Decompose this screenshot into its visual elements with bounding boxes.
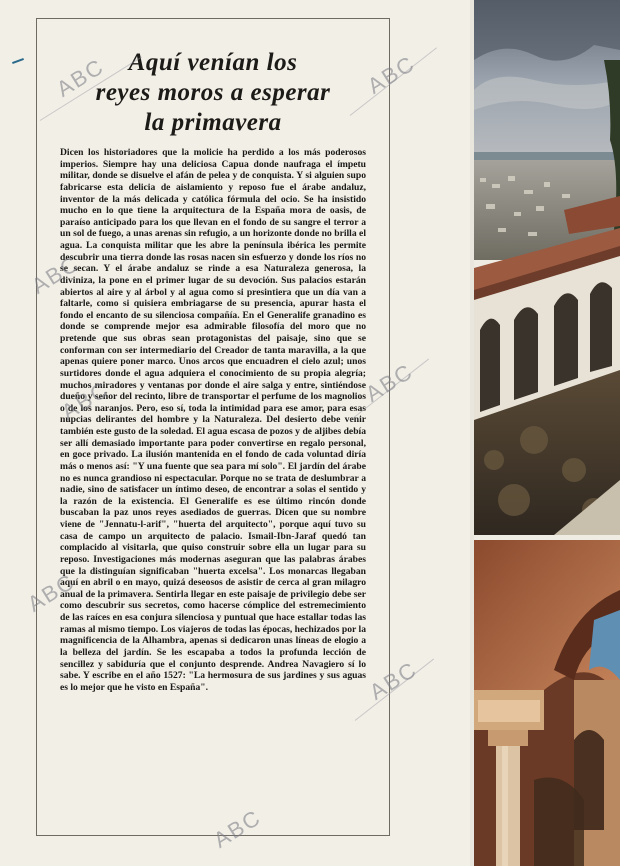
margin-mark	[12, 58, 24, 64]
title-line-3: la primavera	[144, 109, 282, 136]
watermark-text: ABC	[23, 568, 80, 617]
title-line-1: Aquí venían los	[128, 49, 298, 76]
arch-column-photo	[474, 540, 620, 866]
watermark-text: ABC	[361, 358, 418, 407]
generalife-view-photo	[474, 0, 620, 535]
article-body	[60, 147, 366, 829]
article-paragraph: Dicen los historiadores que la molicie ha perdido a los más poderosos imperios. Siempre hay una deliciosa Capua donde naufraga el ímpetu militar, donde se disuelve el afán de pelea y de conquista. Y si alguien supo fabricarse esta delicia de aislamiento y reposo fue el árabe andaluz, inventor de la más delicada y católica fórmula del ocio. Se ha insistido mucho en lo que tiene la arquitectura de la España mora de oasis, de paraíso anticipado para los que llevan en el fondo de su sangre el terror a un sol de fuego, a unas arenas sin refugio, a un horizonte donde no brilla el agua. La conquista militar que les abre la península ibérica les permite descubrir una tierra donde las rosas nacen sin esfuerzo y donde los ríos no se secan. Y el árabe andaluz se rinde a esa Naturaleza generosa, la diviniza, la pone en el primer lugar de su devoción. Sus palacios estarán abiertos al aire y al árbol y al agua como si presintiera que un día van a faltarle, como si quisiera embriagarse de su presencia, apurar hasta el fondo el encanto de su silenciosa compañía. En el Generalife granadino es donde se comprende mejor esa admirable filosofía del moro que no pretende que sus obras sean protagonistas del paisaje, sino que se conforman con ser intermediario del Creador de tanta maravilla, a la que apenas quiere poner marco. Unos arcos que encuadren el cielo azul; unos surtidores donde el agua adquiera el conocimiento de su propia alegría; muchos miradores y ventanas por donde el aire salga y entre, sintiéndose dueño y señor del recinto, libre de transportar el perfume de los magnolios o de los naranjos. Pero, eso sí, toda la intimidad para ese amor, para esas nupcias delirantes del hombre y la Naturaleza. Del desierto debe venir también este gusto de la soledad. El agua escasa de pozos y de aljibes debía ser allí demasiado importante para poder convertirse en regalo personal, en goce privado. La ilusión mantenida en el fondo de cada voluntad diría más o menos así: "Y una fuente que sea para mí solo". El jardín del árabe no es nunca grandioso ni espectacular. Porque no se trata de deslumbrar a nadie, sino de satisfacer un íntimo deseo, de encontrar a solas el sentido y la razón de la existencia. El Generalife es ese último rincón donde buscaban la paz unos reyes asediados de guerras. Dicen que su nombre viene de "Jennatu-l-arif", "huerta del arquitecto", porque aquí tuvo su casa de campo un arquitecto de palacio. Ismail-Ibn-Jaraf quedó tan complacido al visitarla, que quiso construir sobre ella un lugar para su reposo. Investigaciones más modernas aseguran que las palabras árabes que la distinguían significaban "huerta excelsa". Los monarcas llegaban aquí en abril o en mayo, quizá deseosos de asistir de cerca al gran milagro anual de la primavera. Sentirla llegar en este paisaje de privilegio debe ser como descubrir sus secretos, como hacerse cómplice del estremecimiento de las raíces en esa conjura silenciosa y puntual que hace estallar todas las ramas al mismo tiempo. Los viajeros de todas las épocas, hechizados por la magnificencia de la Alhambra, apenas si dedicaron unas líneas de elogio a la belleza del jardín. Se les escapaba a todos la profunda lección de sencillez y sabiduría que el conjunto desprende. Andrea Navagiero sí lo sabe. Y escribe en el año 1527: "La hermosura de sus jardines y sus aguas es lo mejor que he visto en España".	[60, 147, 366, 693]
watermark-text: ABC	[365, 656, 422, 705]
watermark-text: ABC	[57, 376, 114, 425]
watermark-text: ABC	[209, 804, 266, 853]
title-line-2: reyes moros a esperar	[95, 79, 331, 106]
watermark-text: ABC	[27, 250, 84, 299]
watermark-text: ABC	[52, 53, 109, 102]
watermark-text: ABC	[363, 50, 420, 99]
